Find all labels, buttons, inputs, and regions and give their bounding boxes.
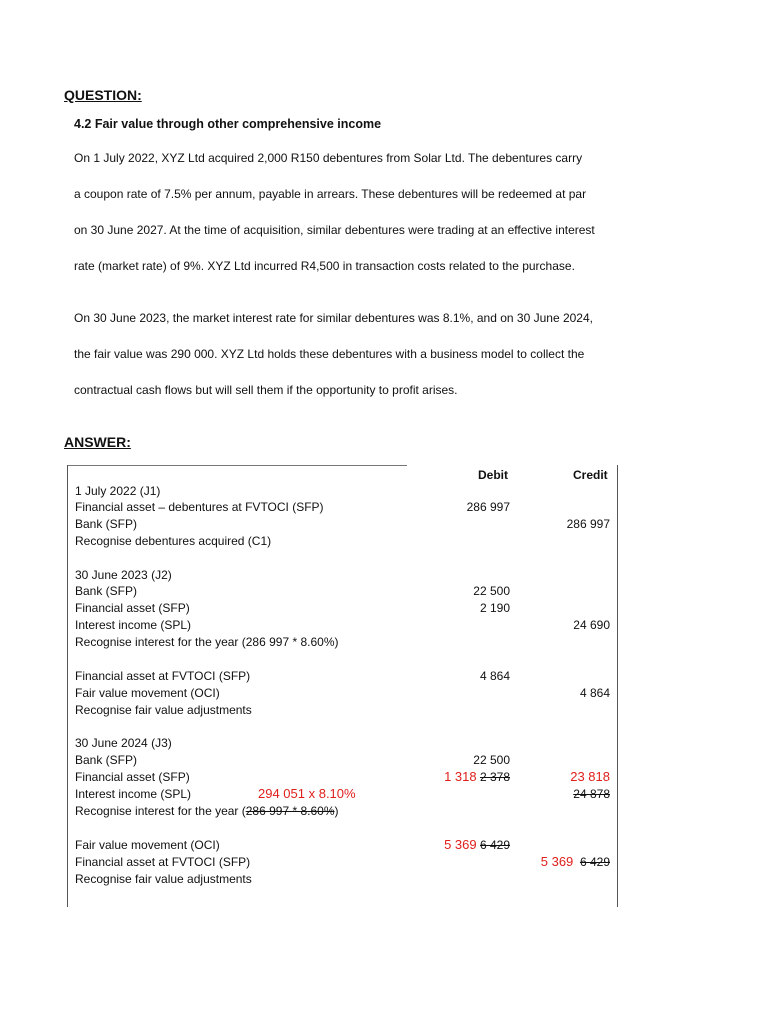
journal-narration (75, 804, 339, 818)
narration-text: Recognise interest for the year ( (75, 804, 246, 818)
paragraph-line: a coupon rate of 7.5% per annum, payable in arrears. These debentures will be redeemed at par (74, 187, 587, 201)
journal-narration: Recognise interest for the year (286 997 * 8.60%) (75, 635, 339, 649)
debit-amount: 2 190 (479, 601, 510, 615)
corrected-value: 5 369 (540, 854, 574, 869)
paragraph-line: On 30 June 2023, the market interest rate for similar debentures was 8.1%, and on 30 June 2024, (74, 311, 593, 325)
journal-row-label: Bank (SFP) (75, 753, 138, 767)
journal-narration: Recognise fair value adjustments (75, 703, 252, 717)
journal-row-label: 30 June 2024 (J3) (75, 736, 172, 750)
table-left-border (67, 465, 68, 907)
credit-amount: 24 690 (573, 618, 610, 632)
credit-amount: 286 997 (566, 517, 610, 531)
struck-value: 6 429 (479, 838, 510, 852)
credit-column-header: Credit (573, 468, 608, 482)
journal-row-label: Fair value movement (OCI) (75, 838, 220, 852)
paragraph-line: on 30 June 2027. At the time of acquisition, similar debentures were trading at an effective interest (74, 223, 595, 237)
journal-row-label: Financial asset (SFP) (75, 601, 190, 615)
corrected-value: 23 818 (570, 769, 610, 784)
paragraph-line: On 1 July 2022, XYZ Ltd acquired 2,000 R150 debentures from Solar Ltd. The debentures carry (74, 151, 583, 165)
struck-value: 24 878 (573, 787, 610, 801)
credit-amount-corrected (570, 769, 610, 784)
journal-row-label: Interest income (SPL) (75, 618, 192, 632)
corrected-value: 1 318 (444, 769, 477, 784)
journal-row-label: Bank (SFP) (75, 517, 138, 531)
paragraph-line: the fair value was 290 000. XYZ Ltd holds these debentures with a business model to collect the (74, 347, 585, 361)
table-right-border (617, 465, 618, 907)
debit-amount: 22 500 (473, 584, 510, 598)
paragraph-line: contractual cash flows but will sell them if the opportunity to profit arises. (74, 383, 458, 397)
journal-narration: Recognise fair value adjustments (75, 872, 252, 886)
journal-row-label: 1 July 2022 (J1) (75, 484, 161, 498)
struck-value: 2 378 (479, 770, 510, 784)
journal-row-label: Financial asset at FVTOCI (SFP) (75, 669, 251, 683)
handwritten-annotation: 294 051 x 8.10% (258, 786, 356, 801)
corrected-value: 5 369 (444, 837, 477, 852)
credit-amount-corrected (541, 854, 610, 869)
struck-value: 6 429 (579, 855, 610, 869)
question-heading: QUESTION: (64, 87, 142, 103)
struck-value: 286 997 * 8.60% (245, 804, 335, 818)
table-top-border (67, 465, 407, 466)
journal-row-label: 30 June 2023 (J2) (75, 568, 172, 582)
journal-row-label: Financial asset – debentures at FVTOCI (SFP) (75, 500, 324, 514)
journal-row-label: Financial asset (SFP) (75, 770, 190, 784)
debit-amount: 286 997 (466, 500, 510, 514)
journal-row-label: Interest income (SPL) (75, 787, 192, 801)
narration-end: ) (334, 804, 339, 818)
answer-heading: ANSWER: (64, 434, 131, 450)
paragraph-line: rate (market rate) of 9%. XYZ Ltd incurred R4,500 in transaction costs related to the purchase. (74, 259, 575, 273)
journal-row-label: Fair value movement (OCI) (75, 686, 220, 700)
debit-amount-corrected (444, 837, 510, 852)
credit-amount: 4 864 (579, 686, 610, 700)
debit-amount: 4 864 (479, 669, 510, 683)
credit-amount-struck (573, 787, 610, 801)
journal-row-label: Financial asset at FVTOCI (SFP) (75, 855, 251, 869)
journal-row-label: Bank (SFP) (75, 584, 138, 598)
question-subheading: 4.2 Fair value through other comprehensive income (74, 117, 382, 131)
journal-narration: Recognise debentures acquired (C1) (75, 534, 272, 548)
debit-amount: 22 500 (473, 753, 510, 767)
debit-column-header: Debit (478, 468, 508, 482)
debit-amount-corrected (444, 769, 510, 784)
